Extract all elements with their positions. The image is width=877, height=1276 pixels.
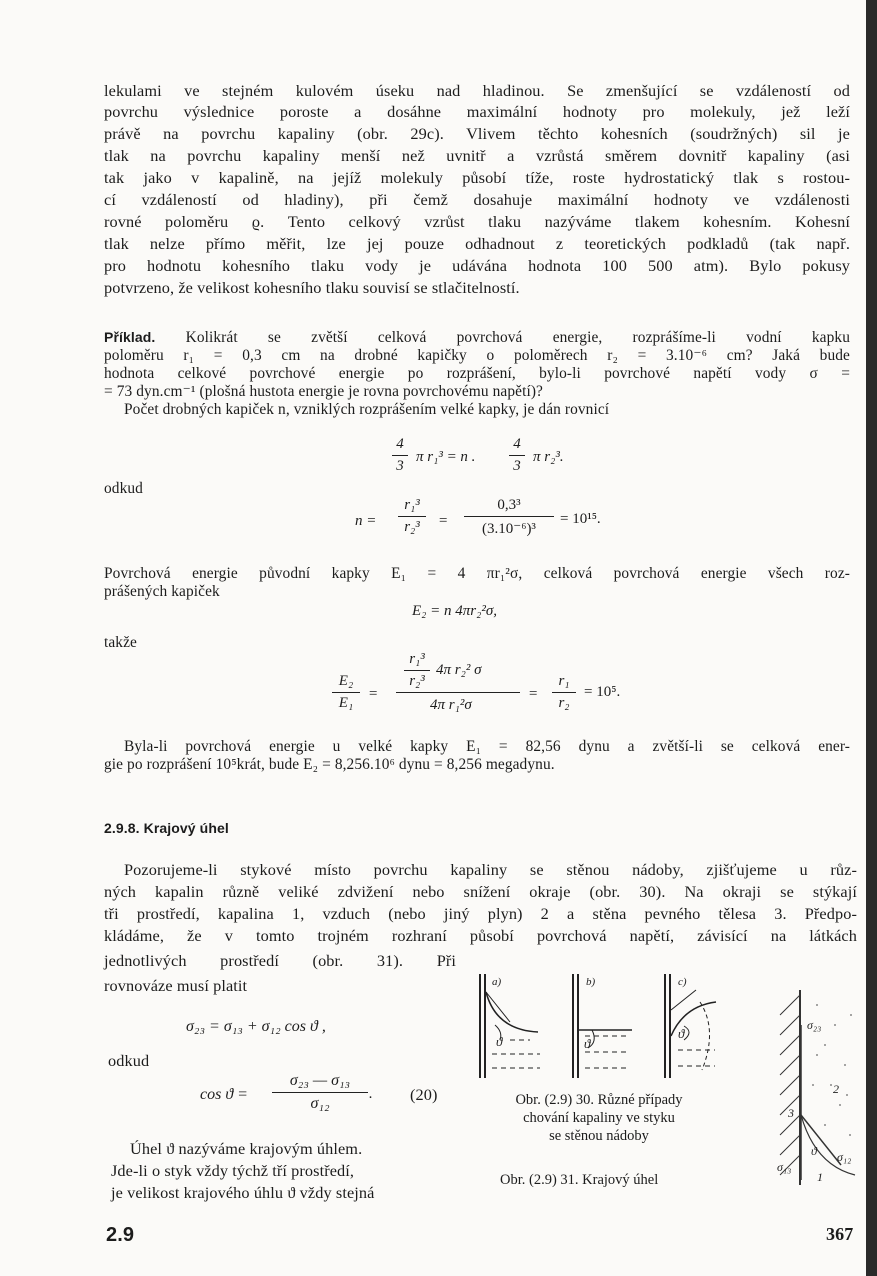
denominator: (3.10⁻⁶)³ <box>482 521 536 537</box>
fraction <box>552 673 576 712</box>
denominator: r₂³ <box>409 673 425 689</box>
figure-30-label-c: c) <box>678 976 687 988</box>
page-edge-shadow <box>866 0 877 1276</box>
equals-sign: = <box>368 686 379 702</box>
numerator: r₁³ <box>409 651 425 667</box>
example-line: gie po rozprášení 10⁵krát, bude E₂ = 8,256.10⁶ dynu = 8,256 megadynu. <box>104 756 555 773</box>
fraction <box>509 436 525 475</box>
denominator: 3 <box>513 458 521 474</box>
example-line: prášených kapiček <box>104 583 220 600</box>
example-text: Kolikrát se zvětší celková povrchová energie, rozprášíme-li vodní kapku <box>185 329 850 346</box>
text-line: pro hodnotu kohesního tlaku vody je udávána hodnota 100 500 atm). Bylo pokusy <box>104 256 850 275</box>
equals-sign: = <box>528 686 539 702</box>
example-line: Počet drobných kapiček n, vzniklých rozprášením velké kapky, je dán rovnicí <box>124 401 610 418</box>
text-line: ných kapalin různě veliké zdvižení nebo snížení okraje (obr. 30). Na okraji se stýkají <box>104 882 857 901</box>
text-line: Úhel ϑ nazýváme krajovým úhlem. <box>130 1139 363 1158</box>
medium-2-label: 2 <box>833 1082 839 1096</box>
fraction <box>398 497 426 536</box>
numerator: σ₂₃ — σ₁₃ <box>289 1072 351 1089</box>
nested-fraction <box>396 651 520 721</box>
sigma-23-label: σ₂₃ <box>807 1018 822 1032</box>
figure-30a <box>480 974 540 1078</box>
equation-number: (20) <box>410 1085 438 1104</box>
text-line: právě na povrchu kapaliny (obr. 29c). Vlivem těchto kohesních (soudržných) sil je <box>104 124 850 143</box>
equation-text: = 10⁵. <box>584 684 621 700</box>
takze-label: takže <box>104 634 137 651</box>
equation-text: π r₁³ = n . <box>416 449 476 465</box>
denominator: 3 <box>396 458 404 474</box>
figure-30c <box>665 974 716 1078</box>
example-line: Byla-li povrchová energie u velké kapky E₁ = 82,56 dynu a zvětší-li se celková ener- <box>124 738 850 755</box>
example-line: Povrchová energie původní kapky E₁ = 4 πr₁²σ, celková povrchová energie všech roz- <box>104 565 850 582</box>
medium-1-label: 1 <box>817 1170 823 1184</box>
fraction <box>464 497 554 538</box>
theta-symbol: ϑ <box>496 1034 503 1049</box>
sigma-13-label: σ₁₃ <box>777 1160 792 1174</box>
numerator: 4 <box>396 436 404 452</box>
page-number: 367 <box>826 1224 854 1244</box>
text-line: tlak nelze přímo měřit, lze jej pouze odhadnout z teoretických podkladů (tak např. <box>104 234 850 253</box>
odkud-label: odkud <box>104 480 143 497</box>
fraction <box>332 673 360 712</box>
denominator: r₂³ <box>404 519 420 535</box>
equation-text: E₂ = n 4πr₂²σ, <box>412 603 497 619</box>
odkud-label: odkud <box>108 1051 150 1070</box>
text-line: cí vzdáleností od hladiny), při čemž dosahuje maximální hodnoty ve vzdálenosti <box>104 190 850 209</box>
text-line: rovnováze musí platit <box>104 976 248 995</box>
denominator: E₁ <box>338 695 354 711</box>
equation-dot: . <box>369 1086 373 1102</box>
text-line: tlak na povrchu kapaliny menší než uvnitř a vzrůstá směrem dovnitř kapaliny (asi <box>104 146 850 165</box>
text-line: lekulami ve stejném kulovém úseku nad hladinou. Se zmenšující se vzdáleností od <box>104 81 850 100</box>
theta-label: ϑ <box>811 1144 817 1158</box>
inner-tail: 4π r₂² σ <box>436 662 482 678</box>
equation-text: cos ϑ = <box>200 1086 248 1103</box>
text-line: povrchu výslednice poroste a dosáhne maximální hodnoty pro molekuly, jež leží <box>104 102 850 121</box>
example-line <box>104 328 850 347</box>
figure-30-caption-line: Obr. (2.9) 30. Různé případy <box>515 1092 683 1108</box>
numerator: 4 <box>513 436 521 452</box>
section-title: 2.9.8. Krajový úhel <box>104 820 229 836</box>
text-line: rovné poloměru ϱ. Tento celkový vzrůst tlaku nazýváme tlakem kohesním. Kohesní <box>104 212 850 231</box>
figure-30b <box>573 974 632 1078</box>
figure-31-caption: Obr. (2.9) 31. Krajový úhel <box>500 1172 659 1188</box>
theta-symbol: ϑ <box>678 1026 685 1041</box>
figure-30-label-a: a) <box>492 976 502 988</box>
example-line: poloměru r₁ = 0,3 cm na drobné kapičky o poloměrech r₂ = 3.10⁻⁶ cm? Jaká bude <box>104 347 850 364</box>
equation-text: π r₂³. <box>533 449 564 465</box>
numerator: r₁ <box>558 673 570 689</box>
text-line: tak jako v kapalině, na jejíž molekuly působí tíže, roste hydrostatický tlak s rostou- <box>104 168 850 187</box>
figure-31-drawing <box>755 985 860 1190</box>
text-line: kládáme, že v tomto trojném rozhraní působí povrchová napětí, závisící na látkách <box>104 926 857 945</box>
fraction <box>272 1072 368 1113</box>
equation-equilibrium: σ₂₃ = σ₁₃ + σ₁₂ cos ϑ , <box>186 1018 326 1035</box>
text-line: Pozorujeme-li stykové místo povrchu kapaliny se stěnou nádoby, zjišťujeme u růz- <box>124 860 857 879</box>
example-line: hodnota celkové povrchové energie po rozprášení, bylo-li povrchové napětí vody σ = <box>104 365 850 382</box>
denominator: σ₁₂ <box>310 1095 330 1112</box>
figure-30-caption-line: se stěnou nádoby <box>549 1128 649 1144</box>
sigma-12-label: σ₁₂ <box>837 1150 852 1164</box>
equation-text: = 10¹⁵. <box>560 511 601 527</box>
figure-30-caption-line: chování kapaliny ve styku <box>523 1110 675 1126</box>
footer-section-number: 2.9 <box>106 1224 135 1246</box>
figure-30-drawing <box>470 970 720 1085</box>
theta-symbol: ϑ <box>584 1036 591 1051</box>
medium-3-label: 3 <box>788 1106 794 1120</box>
text-line: tři prostředí, kapalina 1, vzduch (nebo jiný plyn) 2 a stěna pevného tělesa 3. Předpo- <box>104 904 857 923</box>
text-line: jednotlivých prostředí (obr. 31). Při <box>104 951 456 970</box>
fraction <box>392 436 408 475</box>
equation-text: = <box>438 513 449 529</box>
numerator: r₁³ <box>404 497 420 513</box>
inner-fraction <box>404 651 430 690</box>
numerator: E₂ <box>338 673 354 689</box>
denominator: r₂ <box>558 695 570 711</box>
text-line: potvrzeno, že velikost kohesního tlaku souvisí se stlačitelností. <box>104 278 520 297</box>
example-line: = 73 dyn.cm⁻¹ (plošná hustota energie je rovna povrchovému napětí)? <box>104 383 543 400</box>
text-line: je velikost krajového úhlu ϑ vždy stejná <box>111 1183 375 1202</box>
text-line: Jde-li o styk vždy týchž tří prostředí, <box>111 1161 355 1180</box>
example-label: Příklad. <box>104 329 156 345</box>
denominator: 4π r₁²σ <box>430 697 472 713</box>
numerator: 0,3³ <box>497 497 521 513</box>
figure-30-label-b: b) <box>586 976 596 988</box>
equation-text: n = <box>355 513 377 529</box>
